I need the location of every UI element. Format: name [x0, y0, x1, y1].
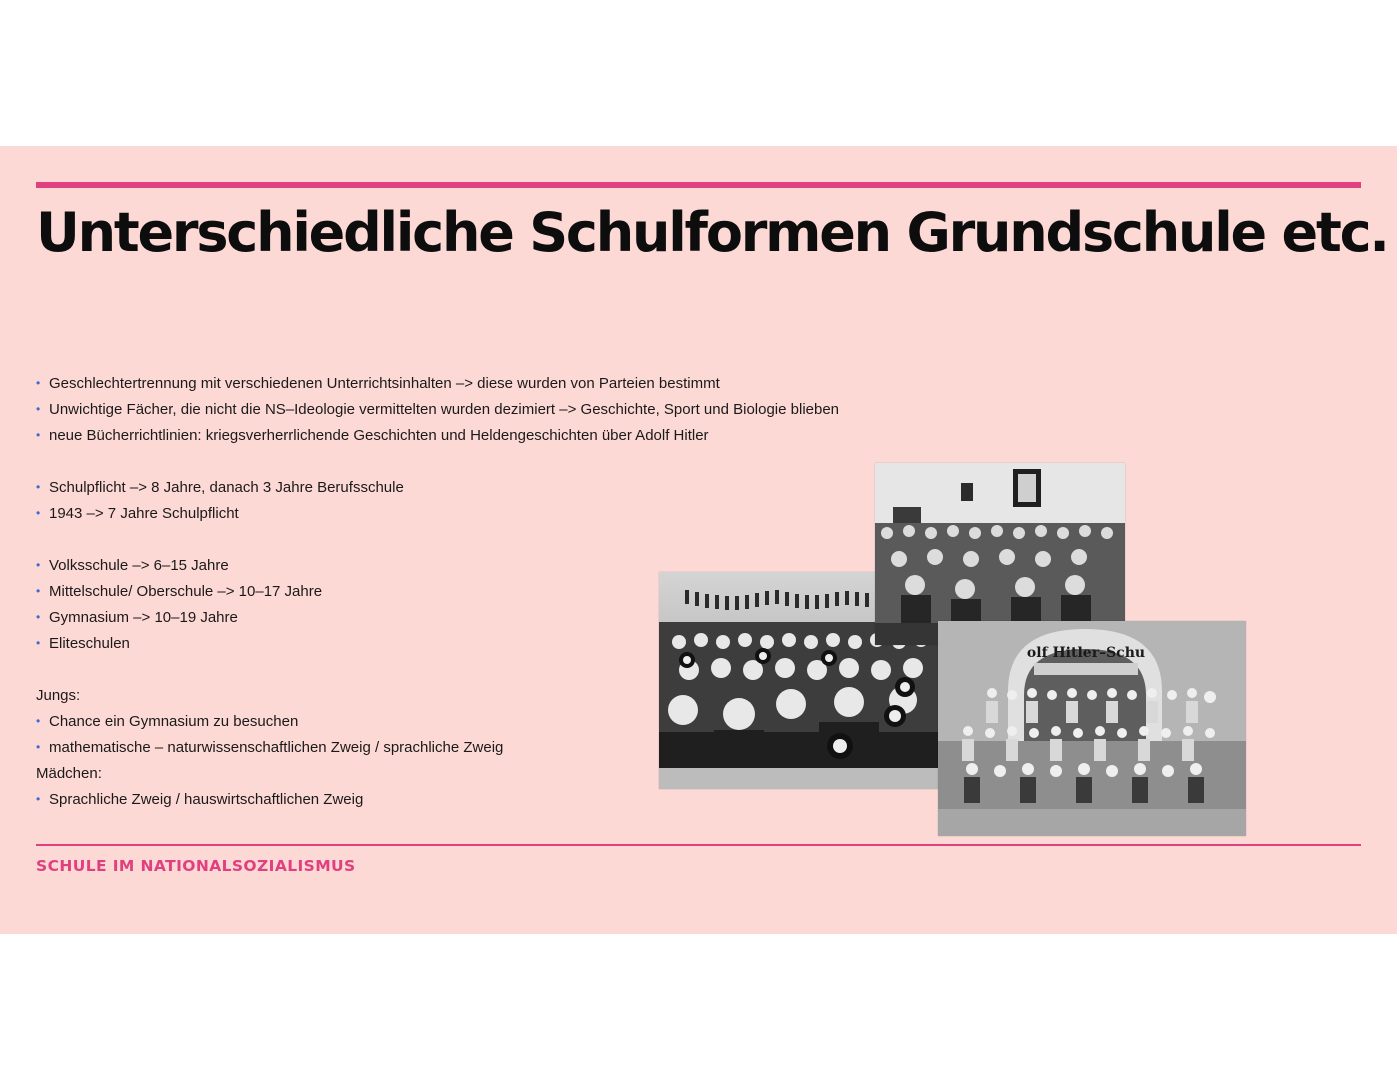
- bullet-text: Geschlechtertrennung mit verschiedenen Unterrichtsinhalten –> diese wurden von Parteien bestimmt: [49, 375, 720, 392]
- school-group-photo: [938, 621, 1246, 836]
- bullet-item: [36, 371, 856, 397]
- bullet-text: Mittelschule/ Oberschule –> 10–17 Jahre: [49, 583, 323, 600]
- bullet-dot-icon: •: [36, 376, 41, 390]
- top-accent-rule: [36, 182, 1361, 188]
- bullet-dot-icon: •: [36, 636, 41, 650]
- bullet-dot-icon: •: [36, 558, 41, 572]
- bullet-dot-icon: •: [36, 792, 41, 806]
- school-sign: olf Hitler–Schu: [1026, 645, 1146, 661]
- bullet-text: 1943 –> 7 Jahre Schulpflicht: [49, 505, 239, 522]
- slide-title: Unterschiedliche Schulformen Grundschule etc.: [36, 201, 1388, 264]
- boys-label: Jungs:: [36, 687, 81, 704]
- bullet-item: [36, 501, 856, 527]
- classroom-students-image: [875, 463, 1125, 645]
- bullet-dot-icon: •: [36, 584, 41, 598]
- bullet-text: Gymnasium –> 10–19 Jahre: [49, 609, 238, 626]
- bullet-dot-icon: •: [36, 402, 41, 416]
- school-group-image: [938, 621, 1246, 836]
- bullet-item: [36, 787, 856, 813]
- bullet-text: mathematische – naturwissenschaftlichen Zweig / sprachliche Zweig: [49, 739, 504, 756]
- bullet-text: neue Bücherrichtlinien: kriegsverherrlichende Geschichten und Heldengeschichten über Adolf Hitler: [49, 427, 709, 444]
- bullet-item: [36, 475, 856, 501]
- bullet-group-schulpflicht: [36, 475, 856, 527]
- bullet-dot-icon: •: [36, 480, 41, 494]
- bullet-text: Eliteschulen: [49, 635, 130, 652]
- bullet-dot-icon: •: [36, 740, 41, 754]
- slide: [0, 146, 1397, 934]
- bullet-item: [36, 423, 856, 449]
- classroom-students-photo: [875, 463, 1125, 645]
- girls-label: Mädchen:: [36, 765, 102, 782]
- bullet-dot-icon: •: [36, 428, 41, 442]
- bullet-dot-icon: •: [36, 714, 41, 728]
- bullet-text: Volksschule –> 6–15 Jahre: [49, 557, 229, 574]
- bullet-text: Unwichtige Fächer, die nicht die NS–Ideologie vermittelten wurden dezimiert –> Geschichte, Sport und Biologie blieben: [49, 401, 840, 418]
- bullet-item: [36, 397, 856, 423]
- bullet-group-curriculum: [36, 371, 856, 449]
- bullet-dot-icon: •: [36, 610, 41, 624]
- bullet-text: Chance ein Gymnasium zu besuchen: [49, 713, 299, 730]
- bullet-group-girls: [36, 787, 856, 813]
- bottom-accent-rule: [36, 844, 1361, 846]
- bullet-text: Sprachliche Zweig / hauswirtschaftlichen Zweig: [49, 791, 364, 808]
- bullet-dot-icon: •: [36, 506, 41, 520]
- bullet-text: Schulpflicht –> 8 Jahre, danach 3 Jahre Berufsschule: [49, 479, 404, 496]
- footer-label: SCHULE IM NATIONALSOZIALISMUS: [36, 857, 356, 875]
